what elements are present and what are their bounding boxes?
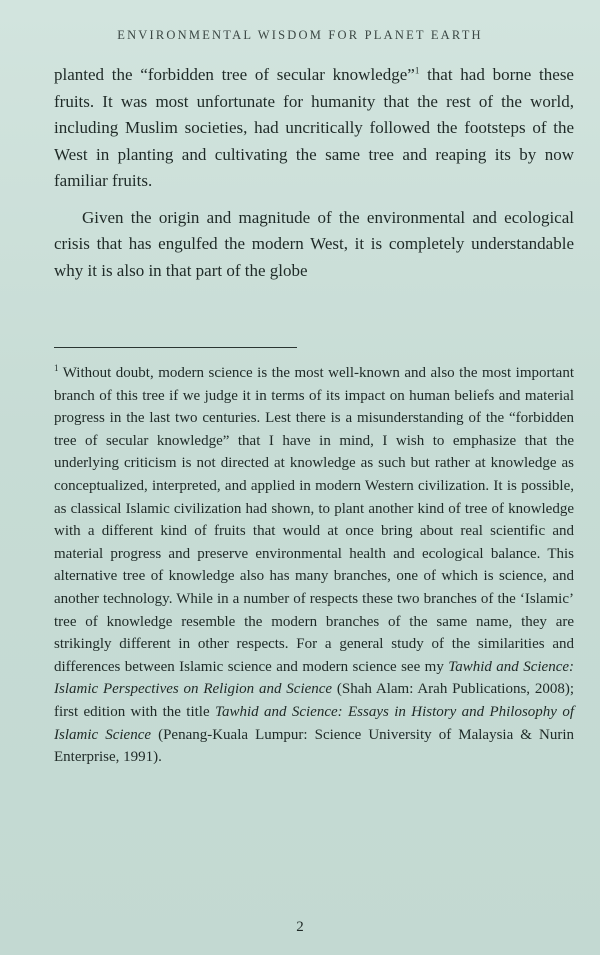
footnote-reference: 1 xyxy=(414,65,420,76)
footnote-publication-2: (Penang-Kuala Lumpur: Science University of Malaysia & Nurin Enterprise, 1991). xyxy=(54,726,574,766)
paragraph-1 xyxy=(54,62,574,195)
running-header: ENVIRONMENTAL WISDOM FOR PLANET EARTH xyxy=(117,28,483,42)
footnote-number: 1 xyxy=(54,363,59,373)
paragraph-2: Given the origin and magnitude of the environmental and ecological crisis that has engulfed the modern West, it is completely understandable why it is also in that part of the globe xyxy=(54,207,574,280)
footnote-text: Without doubt, modern science is the most well-known and also the most important branch of this tree if we judge it in terms of its impact on human beliefs and material progress in the last two centuries. Lest there is a misunderstanding of the “forbidden tree of secular knowledge” that I have in mind, I wish to emphasize that the underlying criticism is not directed at knowledge as such but rather at knowledge as conceptualized, interpreted, and applied in modern Western civilization. It is possible, as classical Islamic civilization had shown, to plant another kind of tree of knowledge with a different kind of fruits that would at once bring about real scientific and material progress and preserve environmental health and ecological balance. This alternative tree of knowledge also has many branches, one of which is science, and another technology. While in a number of respects these two branches of the ‘Islamic’ tree of knowledge resemble the modern branches of the same name, they are strikingly different in other respects. For a general study of the similarities and differences between Islamic science and modern science see my xyxy=(54,365,574,675)
footnote xyxy=(54,362,574,769)
footnote-divider xyxy=(54,347,297,348)
book-title-1: Tawhid and Science: Islamic Perspectives on Religion and Science xyxy=(54,658,575,698)
page-number: 2 xyxy=(296,919,304,935)
footnote-publication-1: (Shah Alam: Arah Publications, 2008); first edition with the title xyxy=(54,681,574,720)
book-title-2: Tawhid and Science: Essays in History and Philosophy of Islamic Science xyxy=(54,703,574,743)
paragraph-1-start: planted the “forbidden tree of secular knowledge” xyxy=(54,65,415,84)
paragraph-1-rest: that had borne these fruits. It was most unfortunate for humanity that the rest of the world, including Muslim societies, had uncritically followed the footsteps of the West in planting and cultivating the same tree and reaping its by now familiar fruits. xyxy=(54,65,574,190)
main-text xyxy=(54,62,574,284)
